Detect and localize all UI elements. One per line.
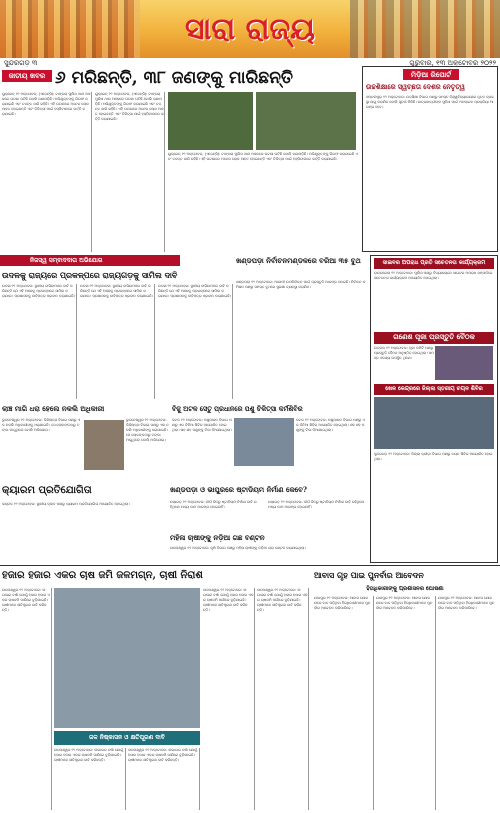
story5-headline: ବିଜୁ ଅଟଳ ସେତୁ ପ୍ରଧାନରେ ପଶୁ ଚିକିତ୍ସା କର୍ମଶିବିର (172, 405, 303, 413)
side-story-body: ସମ୍ବଲପୁର ୧୨ ଅକ୍ଟୋବର: ଉଚ୍ଚଶିକ୍ଷା ବିଭାଗ ପକ୍ଷରୁ ସମସ୍ତ ବିଶ୍ୱବିଦ୍ୟାଳୟରେ ନୂତନ ବ୍ୟବସ୍ଥା ଲାଗୁ କରାଯିବ ବୋଲି ସୂଚନା ମିଳିଛି। ଛାତ୍ରଛାତ୍ରୀଙ୍କ ସୁବିଧା ପାଇଁ ଅନଲାଇନ ପ୍ରକ୍ରିୟା ଆରମ୍ଭ ହେବ। (366, 95, 494, 109)
top-story-body: ୟୁକ୍ରେନ୍ ୧୨ ଅକ୍ଟୋବର, (ଏଜେନ୍ସି): ଟାଙ୍ଗରା ପୁଲିସ ଥାନା ଅଞ୍ଚଳରେ ଘଟଣା ଘଟିଛି ବୋଲି ଜଣାପଡ଼ିଛି। ଅଭିଯୁକ୍ତଙ୍କୁ ଗିରଫ କରାଯାଇଛି ଏବଂ ତଦନ୍ତ ଜାରି ରହିଛି। ଏହି ଘଟଣାରେ ଅନେକ ଲୋକ ଆହତ ହୋଇଛନ୍ତି ଏବଂ ଚିକିତ୍ସା ପାଇଁ ହସ୍ପିଟାଲରେ ଭର୍ତ୍ତି କରାଯାଇଛି। (2, 92, 92, 252)
story7-body-col2: ନୟାଗଡ଼ ୧୨ ଅକ୍ଟୋବର: ଦୀର୍ଘ ଦିନରୁ ଷ୍ଟାଡିୟମ ନିର୍ମାଣ ଦାବି ରହିଥିଲେ ମଧ୍ୟ କାମ ଆରମ୍ଭ ହୋଇନାହିଁ। (268, 500, 365, 509)
right-h3: ଖେଳ କେନ୍ଦ୍ରରେ ଜିଲ୍ଲା ସ୍ତରୀୟ ଚୟନ ଶିବିର (374, 384, 494, 395)
story4-headline: ଲାଞ୍ଚ ମାଗି ଧରା ହେଲେ ନକଲି ଅଧିକାରୀ (2, 404, 105, 413)
story6-body: ଭଦ୍ରକ ୧୨ ଅକ୍ଟୋବର: ସ୍ଥାନୀୟ କ୍ଲବ ପକ୍ଷରୁ କ୍ୟାରମ ପ୍ରତିଯୋଗିତା ଆୟୋଜିତ ହୋଇଥିଲା। (2, 502, 130, 506)
story8-body: ବାଲେଶ୍ୱର ୧୨ ଅକ୍ଟୋବର: କୃଷି ବିଭାଗ ପକ୍ଷରୁ ମହିଳା ଚାଷୀଙ୍କୁ ନଡ଼ିଆ ଚାରା ବଣ୍ଟନ କରାଯାଇଥିଲା। (170, 546, 306, 550)
right-photo-1 (435, 346, 493, 380)
story4-body-col2: ଭୁବନେଶ୍ୱର ୧୨ ଅକ୍ଟୋବର: ଭିଜିଲାନ୍ସ ବିଭାଗ ପକ୍ଷରୁ ଏକ ନକଲି ଅଧିକାରୀଙ୍କୁ ଧରାଯାଇଛି। ସେ ଲୋକଙ୍କଠାରୁ ଟଙ୍କା ମାଗୁଥିଲେ ବୋଲି ଅଭିଯୋଗ। (126, 418, 169, 442)
story5-body-col2: କଟକ ୧୨ ଅକ୍ଟୋବର: ପଶୁପାଳନ ବିଭାଗ ପକ୍ଷରୁ ଏକ ଦିନିଆ ଶିବିର ଆୟୋଜିତ ହୋଇଥିଲା। ଶହ ଶହ ପଶୁଙ୍କୁ ଟିକା ଦିଆଯାଇଥିଲା। (296, 418, 365, 432)
bottom-body2-col2: ଯାଜପୁର ୧୨ ଅକ୍ଟୋବର: ଆବାସ ଯୋଜନାରେ ବାଦ ପଡ଼ିଥିବା ହିତାଧିକାରୀମାନେ ପୁନର୍ବାର ଆବେଦନ କରିପାରିବେ। (376, 596, 436, 810)
story3-headline: ଖଣ୍ଡପଡ଼ା ନିର୍ବାଚନମଣ୍ଡଳରେ ବରିଆ ୩୫ ବୁଥ (236, 256, 361, 265)
story3-body: ଖଣ୍ଡପଡ଼ା ୧୨ ଅକ୍ଟୋବର: ଆଗାମୀ ଉପନିର୍ବାଚନ ପାଇଁ ପ୍ରସ୍ତୁତି ଆରମ୍ଭ ହୋଇଛି। ନିର୍ବାଚନ କମିଶନ ପକ୍ଷରୁ ସମସ୍ତ ବୁଥରେ ସୁରକ୍ଷା ବ୍ୟବସ୍ଥା କରାଯିବ। (236, 280, 366, 289)
bottom-body-col5: ବାଲେଶ୍ୱର ୧୨ ଅକ୍ଟୋବର: ଲଗାତାର ବର୍ଷା ଯୋଗୁଁ ହଜାର ହଜାର ଏକର ଚାଷଜମି ପାଣିରେ ବୁଡ଼ିଯାଇଛି। ଚାଷୀମାନେ କ୍ଷତିପୂରଣ ଦାବି କରିଛନ୍ତି। (257, 588, 309, 810)
right-b1: ରାଉରକେଲା ୧୨ ଅକ୍ଟୋବର: ପୁଲିସ ପକ୍ଷରୁ ବିଦ୍ୟାଳୟରେ ସାଇବର ଅପରାଧ ସମ୍ପର୍କରେ ସଚେତନତା କାର୍ଯ୍ୟକ୍ରମ ଆୟୋଜିତ ହୋଇଥିଲା। (374, 271, 493, 280)
bottom-body-col4: ବାଲେଶ୍ୱର ୧୨ ଅକ୍ଟୋବର: ଲଗାତାର ବର୍ଷା ଯୋଗୁଁ ହଜାର ହଜାର ଏକର ଚାଷଜମି ପାଣିରେ ବୁଡ଼ିଯାଇଛି। ଚାଷୀମାନେ କ୍ଷତିପୂରଣ ଦାବି କରିଛନ୍ତି। (203, 588, 255, 810)
story2-body-col3: ଉଦଳା ୧୨ ଅକ୍ଟୋବର: ସ୍ଥାନୀୟ ବାସିନ୍ଦାମାନେ ଦାବି କରିଛନ୍ତି ଯେ ଏହି ଅଞ୍ଚଳକୁ ପ୍ରକଳ୍ପରେ ସାମିଲ କରାଯାଉ। ପ୍ରଶାସନକୁ ଦାବିପତ୍ର ପ୍ରଦାନ କରାଯାଇଛି। (158, 284, 233, 399)
right-b2: ଉତ୍କଳ ୧୨ ଅକ୍ଟୋବର: ପୂଜା କମିଟି ପକ୍ଷରୁ ପ୍ରସ୍ତୁତି ବୈଠକ ଅନୁଷ୍ଠିତ ହୋଇଥିଲା। ସମସ୍ତ ସଦସ୍ୟ ଉପସ୍ଥିତ ଥିଲେ। (374, 346, 434, 360)
right-h2: ଗଣେଶ ପୂଜା ପ୍ରସ୍ତୁତି ବୈଠକ (374, 332, 494, 344)
top-story-headline: ୬ ମରିଛନ୍ତି, ୩୮ ଜଣଙ୍କୁ ମାରିଛନ୍ତି (55, 68, 294, 88)
story7-body: ନୟାଗଡ଼ ୧୨ ଅକ୍ଟୋବର: ଦୀର୍ଘ ଦିନରୁ ଷ୍ଟାଡିୟମ ନିର୍ମାଣ ଦାବି ରହିଥିଲେ ମଧ୍ୟ କାମ ଆରମ୍ଭ ହୋଇନାହିଁ। (170, 500, 257, 509)
story7-headline: ଖଣ୍ଡପଡ଼ା ଓ ଭାପୁରରେ ଷ୍ଟାଡିୟମ ନିର୍ମାଣ କେବେ? (170, 485, 308, 494)
top-story-photo-2 (256, 92, 356, 150)
right-photo-2 (374, 397, 494, 449)
story5-photo (234, 418, 294, 466)
story2-body: ଉଦଳା ୧୨ ଅକ୍ଟୋବର: ସ୍ଥାନୀୟ ବାସିନ୍ଦାମାନେ ଦାବି କରିଛନ୍ତି ଯେ ଏହି ଅଞ୍ଚଳକୁ ପ୍ରକଳ୍ପରେ ସାମିଲ କରାଯାଉ। ପ୍ରଶାସନକୁ ଦାବିପତ୍ର ପ୍ରଦାନ କରାଯାଇଛି। (2, 284, 77, 399)
top-story-tag: ଜାତୀୟ ଖବର (2, 70, 52, 82)
dateline-left: ସୁନ୍ଦରଗଡ଼ ୩ (4, 59, 38, 67)
bottom-caption: ଜଳ ନିଷ୍କାସନ ଓ କ୍ଷତିପୂରଣ ଦାବି (54, 731, 200, 745)
masthead-title: ସାରା ରାଜ୍ୟ (184, 12, 316, 47)
masthead (0, 0, 500, 58)
side-story-box (362, 66, 498, 252)
top-story-photo-1 (168, 92, 253, 150)
story8-headline: ମହିଳା ଚାଷୀଙ୍କୁ ନଡ଼ିଆ ଗଛ ବଣ୍ଟନ (170, 533, 265, 542)
story4-photo (84, 420, 124, 470)
top-story-body-col2: ୟୁକ୍ରେନ୍ ୧୨ ଅକ୍ଟୋବର, (ଏଜେନ୍ସି): ଟାଙ୍ଗରା ପୁଲିସ ଥାନା ଅଞ୍ଚଳରେ ଘଟଣା ଘଟିଛି ବୋଲି ଜଣାପଡ଼ିଛି। ଅଭିଯୁକ୍ତଙ୍କୁ ଗିରଫ କରାଯାଇଛି ଏବଂ ତଦନ୍ତ ଜାରି ରହିଛି। ଏହି ଘଟଣାରେ ଅନେକ ଲୋକ ଆହତ ହୋଇଛନ୍ତି ଏବଂ ଚିକିତ୍ସା ପାଇଁ ହସ୍ପିଟାଲରେ ଭର୍ତ୍ତି କରାଯାଇଛି। (95, 92, 165, 252)
dateline-right: ଗୁରୁବାର, ୧୩ ଅକ୍ଟୋବର ୨୦୨୨ (409, 59, 496, 67)
right-h1: ସାଇବର ଅପରାଧ ପ୍ରତି ସଚେତନତା କାର୍ଯ୍ୟକ୍ରମ (374, 258, 494, 269)
masthead-left-image (0, 0, 140, 58)
masthead-right-image (350, 0, 500, 58)
right-column (370, 255, 498, 563)
bottom-headline-2: ଆବାସ ଗୃହ ପାଇ ପୁନର୍ବାର ଆବେଦନ (314, 570, 424, 580)
bottom-headline: ହଜାର ହଜାର ଏକର ଚାଷ ଜମି ଜଳମଗ୍ନ, ଚାଷୀ ନିରାଶ (2, 570, 203, 581)
bottom-body-col3: ବାଲେଶ୍ୱର ୧୨ ଅକ୍ଟୋବର: ଲଗାତାର ବର୍ଷା ଯୋଗୁଁ ହଜାର ହଜାର ଏକର ଚାଷଜମି ପାଣିରେ ବୁଡ଼ିଯାଇଛି। ଚାଷୀମାନେ କ୍ଷତିପୂରଣ ଦାବି କରିଛନ୍ତି। (128, 748, 200, 810)
side-story-headline: ଉଚ୍ଚଶିକ୍ଷାରେ ସ୍ୱଚ୍ଛତା ଦେଶର ନେତୃତ୍ୱ (366, 83, 465, 91)
story4-body: ଭୁବନେଶ୍ୱର ୧୨ ଅକ୍ଟୋବର: ଭିଜିଲାନ୍ସ ବିଭାଗ ପକ୍ଷରୁ ଏକ ନକଲି ଅଧିକାରୀଙ୍କୁ ଧରାଯାଇଛି। ସେ ଲୋକଙ୍କଠାରୁ ଟଙ୍କା ମାଗୁଥିଲେ ବୋଲି ଅଭିଯୋଗ। (2, 418, 81, 432)
right-b3: ସୁନ୍ଦରଗଡ଼ ୧୨ ଅକ୍ଟୋବର: ଜିଲ୍ଲା କ୍ରୀଡ଼ା ବିଭାଗ ପକ୍ଷରୁ ଚୟନ ଶିବିର ଆୟୋଜିତ ହୋଇଥିଲା। (374, 452, 493, 461)
story2-headline: ଉଦଳକୁ ରାଜ୍ୟରେ ପ୍ରକଳ୍ପରେ ରାଜ୍ୟଗଡ଼କୁ ସାମିଲ ଦାବି (2, 270, 178, 280)
bottom-body2-col3: ଯାଜପୁର ୧୨ ଅକ୍ଟୋବର: ଆବାସ ଯୋଜନାରେ ବାଦ ପଡ଼ିଥିବା ହିତାଧିକାରୀମାନେ ପୁନର୍ବାର ଆବେଦନ କରିପାରିବେ। (438, 596, 495, 610)
bottom-flood-photo (54, 588, 200, 728)
story6-headline: କ୍ୟାରମ ପ୍ରତିଯୋଗିତା (2, 485, 92, 496)
bottom-body-col2: ବାଲେଶ୍ୱର ୧୨ ଅକ୍ଟୋବର: ଲଗାତାର ବର୍ଷା ଯୋଗୁଁ ହଜାର ହଜାର ଏକର ଚାଷଜମି ପାଣିରେ ବୁଡ଼ିଯାଇଛି। ଚାଷୀମାନେ କ୍ଷତିପୂରଣ ଦାବି କରିଛନ୍ତି। (54, 748, 126, 810)
bottom-body2: ଯାଜପୁର ୧୨ ଅକ୍ଟୋବର: ଆବାସ ଯୋଜନାରେ ବାଦ ପଡ଼ିଥିବା ହିତାଧିକାରୀମାନେ ପୁନର୍ବାର ଆବେଦନ କରିପାରିବେ। (314, 596, 374, 810)
story5-body: କଟକ ୧୨ ଅକ୍ଟୋବର: ପଶୁପାଳନ ବିଭାଗ ପକ୍ଷରୁ ଏକ ଦିନିଆ ଶିବିର ଆୟୋଜିତ ହୋଇଥିଲା। ଶହ ଶହ ପଶୁଙ୍କୁ ଟିକା ଦିଆଯାଇଥିଲା। (172, 418, 232, 432)
bottom-body: ବାଲେଶ୍ୱର ୧୨ ଅକ୍ଟୋବର: ଲଗାତାର ବର୍ଷା ଯୋଗୁଁ ହଜାର ହଜାର ଏକର ଚାଷଜମି ପାଣିରେ ବୁଡ଼ିଯାଇଛି। ଚାଷୀମାନେ କ୍ଷତିପୂରଣ ଦାବି କରିଛନ୍ତି। (2, 588, 52, 810)
bottom-subhead-2: ହିତାଧିକାରୀଙ୍କୁ ପ୍ରଶାସନର ଘୋଷଣା (366, 586, 444, 592)
top-story-body-col3: ୟୁକ୍ରେନ୍ ୧୨ ଅକ୍ଟୋବର, (ଏଜେନ୍ସି): ଟାଙ୍ଗରା ପୁଲିସ ଥାନା ଅଞ୍ଚଳରେ ଘଟଣା ଘଟିଛି ବୋଲି ଜଣାପଡ଼ିଛି। ଅଭିଯୁକ୍ତଙ୍କୁ ଗିରଫ କରାଯାଇଛି ଏବଂ ତଦନ୍ତ ଜାରି ରହିଛି। ଏହି ଘଟଣାରେ ଅନେକ ଲୋକ ଆହତ ହୋଇଛନ୍ତି ଏବଂ ଚିକିତ୍ସା ପାଇଁ ହସ୍ପିଟାଲରେ ଭର୍ତ୍ତି କରାଯାଇଛି। (168, 152, 358, 161)
side-story-tag: ମିଡ଼ିଆ ରିପୋର୍ଟ (403, 69, 459, 80)
section-label: ନିଜସ୍ୱ ସମ୍ବାଦଦାତା ଅଭିଯୋଗ (0, 255, 180, 266)
story2-body-col2: ଉଦଳା ୧୨ ଅକ୍ଟୋବର: ସ୍ଥାନୀୟ ବାସିନ୍ଦାମାନେ ଦାବି କରିଛନ୍ତି ଯେ ଏହି ଅଞ୍ଚଳକୁ ପ୍ରକଳ୍ପରେ ସାମିଲ କରାଯାଉ। ପ୍ରଶାସନକୁ ଦାବିପତ୍ର ପ୍ରଦାନ କରାଯାଇଛି। (80, 284, 155, 399)
bottom-rule (0, 565, 500, 566)
